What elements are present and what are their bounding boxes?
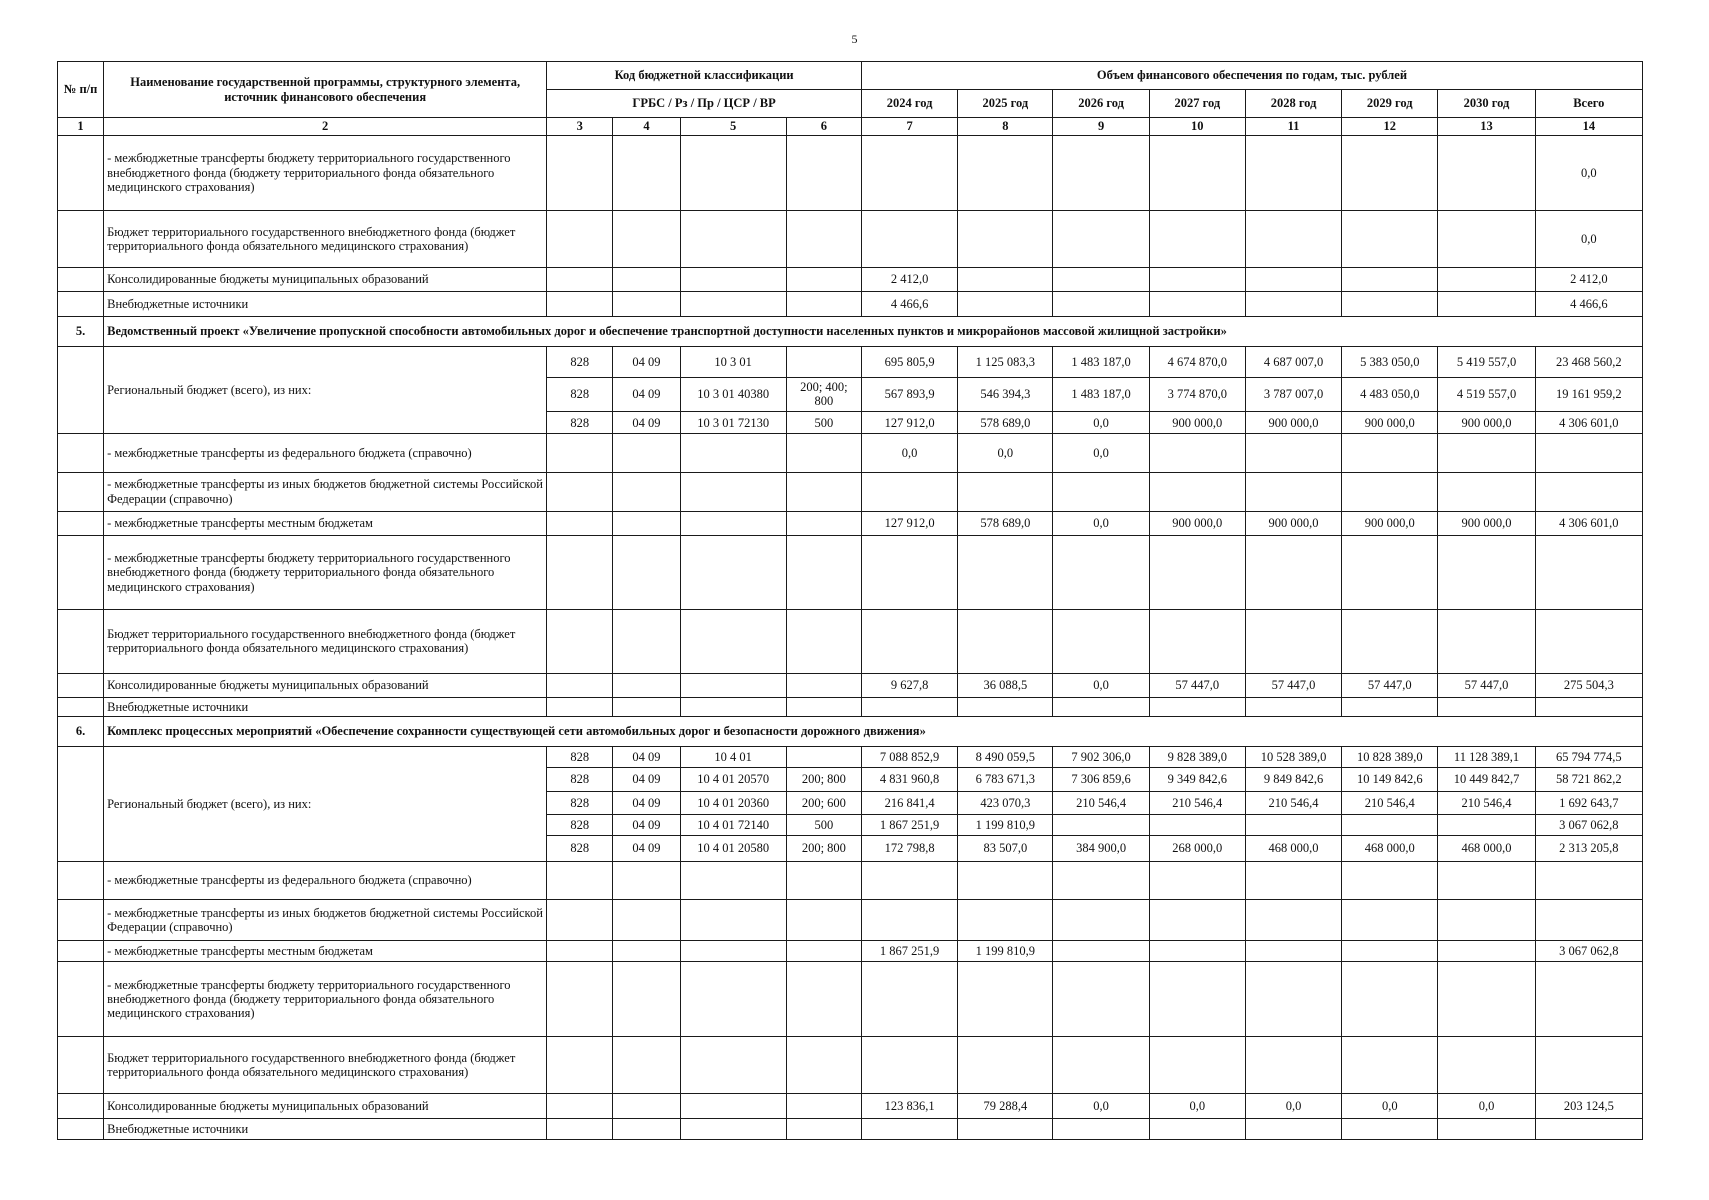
value-cell: 4 483 050,0 [1342, 377, 1438, 412]
value-cell: 83 507,0 [958, 836, 1053, 861]
section-title: Комплекс процессных мероприятий «Обеспечение сохранности существующей сети автомобильных дорог и безопасности дорожного движения» [104, 716, 1643, 746]
value-cell: 203 124,5 [1535, 1094, 1642, 1118]
table-row [58, 472, 1643, 511]
rzpr-cell: 04 09 [613, 747, 680, 768]
col-number: 12 [1342, 118, 1438, 136]
col-number: 4 [613, 118, 680, 136]
value-cell: 1 483 187,0 [1053, 347, 1149, 377]
table-row [58, 962, 1643, 1037]
grbs-cell: 828 [547, 768, 613, 791]
value-cell: 0,0 [1053, 673, 1149, 697]
grbs-cell: 828 [547, 815, 613, 836]
table-row [58, 535, 1643, 609]
value-cell: 7 902 306,0 [1053, 747, 1149, 768]
row-label: - межбюджетные трансферты местным бюджетам [104, 511, 547, 535]
value-cell: 2 412,0 [1535, 267, 1642, 291]
col-number: 9 [1053, 118, 1149, 136]
col-number: 8 [958, 118, 1053, 136]
col-number: 2 [104, 118, 547, 136]
value-cell [1342, 940, 1438, 961]
table-row [58, 292, 1643, 316]
value-cell: 9 849 842,6 [1245, 768, 1341, 791]
row-label: Бюджет территориального государственного внебюджетного фонда (бюджет территориального фонда обязательного медицинского страхования) [104, 1037, 547, 1094]
section-header-row [58, 716, 1643, 746]
value-cell: 127 912,0 [861, 412, 957, 434]
value-cell: 900 000,0 [1342, 511, 1438, 535]
value-cell: 3 774 870,0 [1149, 377, 1245, 412]
row-label: Региональный бюджет (всего), из них: [104, 747, 547, 862]
value-cell: 57 447,0 [1438, 673, 1535, 697]
value-cell: 9 828 389,0 [1149, 747, 1245, 768]
value-cell: 4 674 870,0 [1149, 347, 1245, 377]
rzpr-cell: 04 09 [613, 791, 680, 814]
col-number: 3 [547, 118, 613, 136]
section-header-row [58, 316, 1643, 346]
row-label: Консолидированные бюджеты муниципальных образований [104, 1094, 547, 1118]
value-cell: 384 900,0 [1053, 836, 1149, 861]
value-cell: 10 149 842,6 [1342, 768, 1438, 791]
header-name: Наименование государственной программы, структурного элемента, источник финансового обеспечения [104, 62, 547, 118]
value-cell: 210 546,4 [1245, 791, 1341, 814]
grbs-cell: 828 [547, 412, 613, 434]
value-cell [1342, 815, 1438, 836]
value-cell: 1 125 083,3 [958, 347, 1053, 377]
value-cell [1535, 434, 1642, 473]
value-cell: 4 519 557,0 [1438, 377, 1535, 412]
value-cell [1245, 434, 1341, 473]
value-cell: 900 000,0 [1342, 412, 1438, 434]
table-row [58, 1118, 1643, 1140]
value-cell: 0,0 [861, 434, 957, 473]
value-cell: 546 394,3 [958, 377, 1053, 412]
value-cell: 23 468 560,2 [1535, 347, 1642, 377]
value-cell: 127 912,0 [861, 511, 957, 535]
table-row [58, 747, 1643, 768]
section-number: 5. [58, 316, 104, 346]
section-title: Ведомственный проект «Увеличение пропускной способности автомобильных дорог и обеспечение транспортной доступности населенных пунктов и микрорайонов массовой жилищной застройки» [104, 316, 1643, 346]
table-row [58, 900, 1643, 941]
value-cell: 210 546,4 [1342, 791, 1438, 814]
vr-cell [786, 747, 861, 768]
header-code-group: Код бюджетной классификации [547, 62, 862, 90]
rzpr-cell: 04 09 [613, 836, 680, 861]
value-cell: 0,0 [1535, 211, 1642, 268]
row-label: - межбюджетные трансферты бюджету территориального государственного внебюджетного фонда (бюджету территориального фонда обязательного медицинского страхования) [104, 535, 547, 609]
value-cell: 2 412,0 [861, 267, 957, 291]
col-number: 7 [861, 118, 957, 136]
csr-cell: 10 3 01 40380 [680, 377, 786, 412]
value-cell: 9 349 842,6 [1149, 768, 1245, 791]
value-cell: 58 721 862,2 [1535, 768, 1642, 791]
value-cell: 11 128 389,1 [1438, 747, 1535, 768]
value-cell: 0,0 [1149, 1094, 1245, 1118]
value-cell: 172 798,8 [861, 836, 957, 861]
value-cell: 79 288,4 [958, 1094, 1053, 1118]
col-number: 5 [680, 118, 786, 136]
value-cell: 4 831 960,8 [861, 768, 957, 791]
value-cell: 19 161 959,2 [1535, 377, 1642, 412]
value-cell: 123 836,1 [861, 1094, 957, 1118]
value-cell: 8 490 059,5 [958, 747, 1053, 768]
row-label: - межбюджетные трансферты из федерального бюджета (справочно) [104, 434, 547, 473]
value-cell: 7 088 852,9 [861, 747, 957, 768]
row-label: - межбюджетные трансферты из иных бюджетов бюджетной системы Российской Федерации (справочно) [104, 472, 547, 511]
value-cell: 1 483 187,0 [1053, 377, 1149, 412]
row-label: Консолидированные бюджеты муниципальных образований [104, 267, 547, 291]
header-year: 2024 год [861, 90, 957, 118]
row-label: Консолидированные бюджеты муниципальных образований [104, 673, 547, 697]
value-cell: 1 867 251,9 [861, 815, 957, 836]
value-cell: 2 313 205,8 [1535, 836, 1642, 861]
value-cell: 423 070,3 [958, 791, 1053, 814]
col-number: 10 [1149, 118, 1245, 136]
table-row [58, 698, 1643, 716]
table-row [58, 861, 1643, 900]
vr-cell: 500 [786, 412, 861, 434]
value-cell: 1 199 810,9 [958, 815, 1053, 836]
value-cell: 900 000,0 [1149, 412, 1245, 434]
col-number: 11 [1245, 118, 1341, 136]
csr-cell: 10 4 01 20360 [680, 791, 786, 814]
value-cell: 4 466,6 [1535, 292, 1642, 316]
value-cell [1438, 815, 1535, 836]
header-year: 2026 год [1053, 90, 1149, 118]
value-cell: 468 000,0 [1342, 836, 1438, 861]
value-cell: 9 627,8 [861, 673, 957, 697]
rzpr-cell: 04 09 [613, 768, 680, 791]
value-cell: 468 000,0 [1438, 836, 1535, 861]
value-cell: 5 383 050,0 [1342, 347, 1438, 377]
value-cell: 900 000,0 [1149, 511, 1245, 535]
value-cell [1053, 815, 1149, 836]
grbs-cell: 828 [547, 791, 613, 814]
header-year: 2027 год [1149, 90, 1245, 118]
value-cell: 5 419 557,0 [1438, 347, 1535, 377]
csr-cell: 10 4 01 [680, 747, 786, 768]
grbs-cell: 828 [547, 347, 613, 377]
header-year: 2025 год [958, 90, 1053, 118]
vr-cell: 200; 800 [786, 836, 861, 861]
value-cell: 10 528 389,0 [1245, 747, 1341, 768]
value-cell [1245, 940, 1341, 961]
value-cell [1245, 815, 1341, 836]
header-num: № п/п [58, 62, 104, 118]
csr-cell: 10 3 01 72130 [680, 412, 786, 434]
page-number: 5 [851, 32, 858, 46]
value-cell: 216 841,4 [861, 791, 957, 814]
value-cell: 0,0 [1438, 1094, 1535, 1118]
value-cell: 578 689,0 [958, 511, 1053, 535]
value-cell: 4 306 601,0 [1535, 412, 1642, 434]
value-cell: 0,0 [1053, 434, 1149, 473]
value-cell [1438, 434, 1535, 473]
rzpr-cell: 04 09 [613, 347, 680, 377]
csr-cell: 10 3 01 [680, 347, 786, 377]
value-cell: 468 000,0 [1245, 836, 1341, 861]
value-cell [1342, 434, 1438, 473]
value-cell: 1 199 810,9 [958, 940, 1053, 961]
csr-cell: 10 4 01 20570 [680, 768, 786, 791]
vr-cell: 200; 400; 800 [786, 377, 861, 412]
value-cell: 4 306 601,0 [1535, 511, 1642, 535]
header-year: 2028 год [1245, 90, 1341, 118]
row-label: Бюджет территориального государственного внебюджетного фонда (бюджет территориального фонда обязательного медицинского страхования) [104, 610, 547, 674]
table-row [58, 511, 1643, 535]
row-label: Региональный бюджет (всего), из них: [104, 347, 547, 434]
value-cell: 900 000,0 [1438, 511, 1535, 535]
value-cell: 3 067 062,8 [1535, 815, 1642, 836]
col-number: 14 [1535, 118, 1642, 136]
value-cell: 1 692 643,7 [1535, 791, 1642, 814]
table-row [58, 136, 1643, 211]
budget-table [57, 61, 1643, 1140]
value-cell: 1 867 251,9 [861, 940, 957, 961]
value-cell [1149, 815, 1245, 836]
header-year: 2029 год [1342, 90, 1438, 118]
value-cell: 695 805,9 [861, 347, 957, 377]
value-cell: 0,0 [1053, 412, 1149, 434]
row-label: - межбюджетные трансферты местным бюджетам [104, 940, 547, 961]
value-cell: 4 466,6 [861, 292, 957, 316]
value-cell: 0,0 [958, 434, 1053, 473]
section-number: 6. [58, 716, 104, 746]
vr-cell [786, 347, 861, 377]
header-year: 2030 год [1438, 90, 1535, 118]
table-row [58, 211, 1643, 268]
header-funding-group: Объем финансового обеспечения по годам, тыс. рублей [861, 62, 1642, 90]
value-cell: 210 546,4 [1438, 791, 1535, 814]
vr-cell: 200; 600 [786, 791, 861, 814]
header-total: Всего [1535, 90, 1642, 118]
row-label: - межбюджетные трансферты бюджету территориального государственного внебюджетного фонда (бюджету территориального фонда обязательного медицинского страхования) [104, 962, 547, 1037]
value-cell: 900 000,0 [1245, 412, 1341, 434]
value-cell: 10 828 389,0 [1342, 747, 1438, 768]
row-label: Внебюджетные источники [104, 1118, 547, 1140]
value-cell: 6 783 671,3 [958, 768, 1053, 791]
row-label: - межбюджетные трансферты бюджету территориального государственного внебюджетного фонда (бюджету территориального фонда обязательного медицинского страхования) [104, 136, 547, 211]
table-row [58, 673, 1643, 697]
value-cell: 0,0 [1053, 511, 1149, 535]
row-label: Внебюджетные источники [104, 698, 547, 716]
table-row [58, 434, 1643, 473]
col-number: 13 [1438, 118, 1535, 136]
value-cell: 578 689,0 [958, 412, 1053, 434]
table-row [58, 267, 1643, 291]
table-row [58, 347, 1643, 377]
value-cell: 57 447,0 [1149, 673, 1245, 697]
value-cell: 65 794 774,5 [1535, 747, 1642, 768]
header-code-sub: ГРБС / Рз / Пр / ЦСР / ВР [547, 90, 862, 118]
rzpr-cell: 04 09 [613, 412, 680, 434]
value-cell: 3 067 062,8 [1535, 940, 1642, 961]
value-cell [1149, 940, 1245, 961]
row-label: Внебюджетные источники [104, 292, 547, 316]
vr-cell: 200; 800 [786, 768, 861, 791]
grbs-cell: 828 [547, 836, 613, 861]
rzpr-cell: 04 09 [613, 815, 680, 836]
table-row [58, 1094, 1643, 1118]
csr-cell: 10 4 01 72140 [680, 815, 786, 836]
value-cell: 900 000,0 [1438, 412, 1535, 434]
value-cell: 268 000,0 [1149, 836, 1245, 861]
table-row [58, 610, 1643, 674]
value-cell: 275 504,3 [1535, 673, 1642, 697]
value-cell: 0,0 [1245, 1094, 1341, 1118]
table-row [58, 1037, 1643, 1094]
value-cell: 4 687 007,0 [1245, 347, 1341, 377]
value-cell: 567 893,9 [861, 377, 957, 412]
value-cell [1438, 940, 1535, 961]
csr-cell: 10 4 01 20580 [680, 836, 786, 861]
row-label: - межбюджетные трансферты из федерального бюджета (справочно) [104, 861, 547, 900]
rzpr-cell: 04 09 [613, 377, 680, 412]
vr-cell: 500 [786, 815, 861, 836]
col-number: 6 [786, 118, 861, 136]
row-label: - межбюджетные трансферты из иных бюджетов бюджетной системы Российской Федерации (справочно) [104, 900, 547, 941]
value-cell: 3 787 007,0 [1245, 377, 1341, 412]
value-cell: 0,0 [1535, 136, 1642, 211]
value-cell [1149, 434, 1245, 473]
value-cell: 210 546,4 [1149, 791, 1245, 814]
value-cell: 57 447,0 [1245, 673, 1341, 697]
grbs-cell: 828 [547, 377, 613, 412]
value-cell: 57 447,0 [1342, 673, 1438, 697]
col-number: 1 [58, 118, 104, 136]
value-cell: 210 546,4 [1053, 791, 1149, 814]
value-cell: 36 088,5 [958, 673, 1053, 697]
value-cell: 0,0 [1342, 1094, 1438, 1118]
value-cell: 900 000,0 [1245, 511, 1341, 535]
value-cell: 7 306 859,6 [1053, 768, 1149, 791]
value-cell: 10 449 842,7 [1438, 768, 1535, 791]
table-row [58, 940, 1643, 961]
value-cell: 0,0 [1053, 1094, 1149, 1118]
grbs-cell: 828 [547, 747, 613, 768]
row-label: Бюджет территориального государственного внебюджетного фонда (бюджет территориального фонда обязательного медицинского страхования) [104, 211, 547, 268]
value-cell [1053, 940, 1149, 961]
